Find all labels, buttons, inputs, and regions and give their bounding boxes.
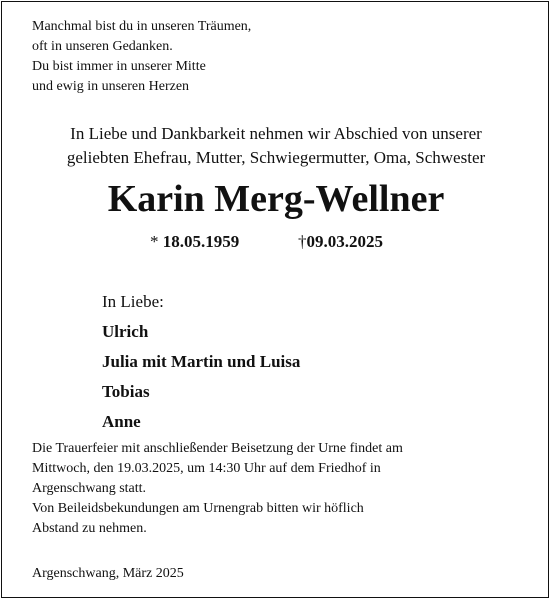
mourner-name: Julia mit Martin und Luisa	[102, 352, 301, 371]
intro-line: geliebten Ehefrau, Mutter, Schwiegermutter, Oma, Schwester	[66, 148, 486, 167]
verse-line: Du bist immer in unserer Mitte	[32, 59, 206, 74]
mourners-lead: In Liebe:	[102, 292, 164, 311]
death-symbol: †	[298, 232, 307, 251]
place-and-date: Argenschwang, März 2025	[32, 566, 184, 581]
death-date: 09.03.2025	[306, 232, 383, 251]
service-details	[32, 439, 403, 539]
mourner-name: Tobias	[102, 382, 150, 401]
deceased-name: Karin Merg-Wellner	[107, 178, 445, 220]
memorial-verse	[32, 17, 251, 97]
service-line: Mittwoch, den 19.03.2025, um 14:30 Uhr auf dem Friedhof in	[32, 461, 381, 476]
verse-line: und ewig in unseren Herzen	[32, 79, 190, 94]
obituary-notice	[1, 1, 549, 598]
service-line: Von Beileidsbekundungen am Urnengrab bitten wir höflich	[32, 501, 364, 516]
mourners-list	[102, 287, 300, 437]
verse-line: oft in unseren Gedanken.	[32, 39, 173, 54]
birth-date: 18.05.1959	[162, 232, 240, 251]
farewell-intro	[2, 122, 550, 170]
birth-date-line	[150, 231, 239, 253]
mourner-name: Ulrich	[102, 322, 149, 341]
service-line: Argenschwang statt.	[32, 481, 147, 496]
mourner-name: Anne	[102, 412, 141, 431]
service-line: Die Trauerfeier mit anschließender Beisetzung der Urne findet am	[32, 441, 403, 456]
verse-line: Manchmal bist du in unseren Träumen,	[32, 19, 252, 34]
birth-symbol: *	[150, 232, 159, 251]
service-line: Abstand zu nehmen.	[32, 521, 147, 536]
death-date-line	[298, 231, 383, 253]
intro-line: In Liebe und Dankbarkeit nehmen wir Abschied von unserer	[70, 124, 482, 143]
